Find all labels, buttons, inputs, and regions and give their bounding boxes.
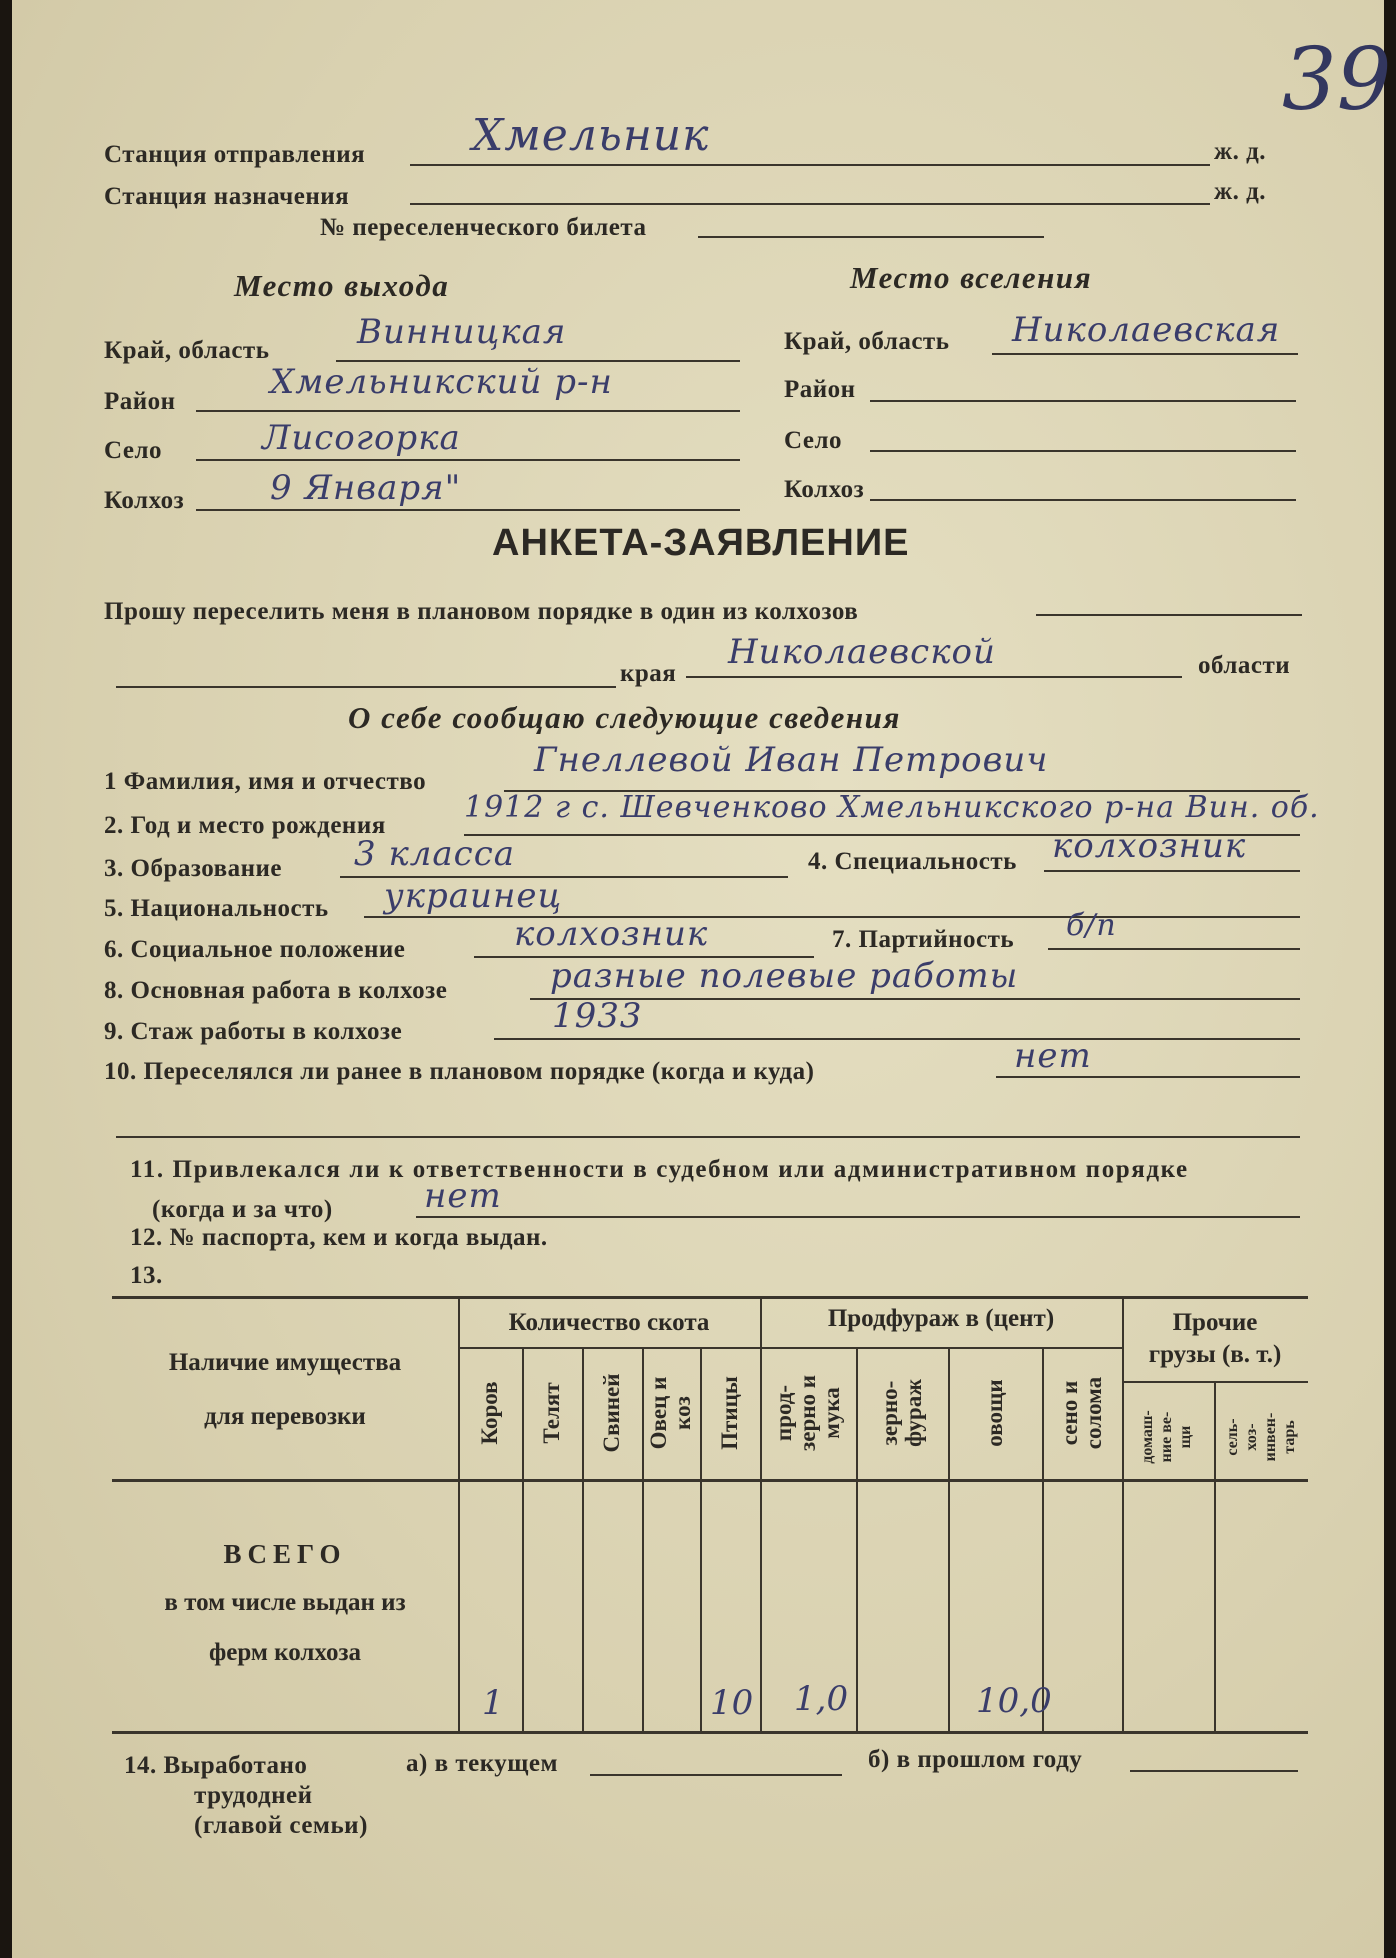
field-4-value: колхозник xyxy=(1052,826,1247,866)
col-agri-3: инвен- xyxy=(1262,1412,1279,1462)
field-9-line xyxy=(494,1038,1300,1040)
item14-label-3: (главой семьи) xyxy=(194,1812,368,1839)
last-year-line xyxy=(1130,1770,1298,1772)
table-col-divider xyxy=(458,1299,460,1731)
field-10-label: 10. Переселялся ли ранее в плановом порядке (когда и куда) xyxy=(104,1058,815,1085)
oblast-value: Николаевской xyxy=(728,632,996,672)
field-11-line xyxy=(416,1216,1300,1218)
field-5-value: украинец xyxy=(384,876,563,916)
col-sheep-2: коз xyxy=(670,1396,695,1430)
col-cows: Коров xyxy=(477,1381,502,1445)
kray-label: края xyxy=(620,660,677,687)
request-line-1 xyxy=(1036,614,1302,616)
table-col-divider xyxy=(582,1347,584,1731)
field-9-label: 9. Стаж работы в колхозе xyxy=(104,1018,403,1045)
col-agri-2: хоз- xyxy=(1243,1423,1260,1451)
item14-label-1: 14. Выработано xyxy=(124,1752,308,1779)
col-grain-2: зерно и xyxy=(795,1375,820,1451)
field-3-label: 3. Образование xyxy=(104,855,283,882)
col-veg: овощи xyxy=(982,1379,1007,1447)
destination-title: Место вселения xyxy=(850,260,1093,295)
table-left-header-1: Наличие имущества xyxy=(168,1349,402,1376)
field-12-label: 12. № паспорта, кем и когда выдан. xyxy=(130,1224,548,1251)
value-grain: 1,0 xyxy=(794,1679,849,1719)
dest-region-line xyxy=(992,353,1298,355)
col-forage xyxy=(878,1353,926,1473)
field-8-value: разные полевые работы xyxy=(550,956,1019,996)
table-col-divider xyxy=(1042,1347,1044,1731)
origin-village-line xyxy=(196,459,740,461)
field-11-label: 11. Привлекался ли к ответственности в судебном или административном порядке xyxy=(130,1156,1189,1183)
col-hay-2: солома xyxy=(1081,1376,1106,1450)
origin-region-value: Винницкая xyxy=(357,312,567,352)
incl-label-1: в том числе выдан из xyxy=(164,1589,406,1616)
field-2-label: 2. Год и место рождения xyxy=(104,812,386,839)
field-8-line xyxy=(530,998,1300,1000)
origin-region-label: Край, область xyxy=(104,337,270,364)
field-9-value: 1933 xyxy=(552,996,643,1036)
departure-station-line xyxy=(410,164,1210,166)
origin-village-value: Лисогорка xyxy=(262,418,461,458)
table-subheader-line xyxy=(458,1347,760,1349)
field-6-label: 6. Социальное положение xyxy=(104,936,406,963)
origin-kolkhoz-value: 9 Января" xyxy=(270,468,462,508)
current-year-line xyxy=(590,1774,842,1776)
field-3-value: 3 класса xyxy=(354,834,516,874)
table-col-divider xyxy=(700,1347,702,1731)
col-sheep xyxy=(647,1353,695,1473)
table-col-divider xyxy=(760,1299,762,1731)
field-4-label: 4. Специальность xyxy=(808,848,1017,875)
origin-title: Место выхода xyxy=(234,268,450,303)
field-11-label-2: (когда и за что) xyxy=(152,1196,333,1223)
field-11-value: нет xyxy=(424,1176,502,1216)
info-heading: О себе сообщаю следующие сведения xyxy=(348,700,901,735)
dest-district-line xyxy=(870,400,1296,402)
table-header-bottom xyxy=(112,1479,1308,1482)
table-subheader-line xyxy=(1122,1381,1308,1383)
last-year-label: б) в прошлом году xyxy=(868,1746,1083,1773)
value-veg: 10,0 xyxy=(976,1681,1052,1721)
group-other-1: Прочие xyxy=(1172,1309,1258,1336)
col-calves: Телят xyxy=(539,1382,564,1444)
col-pigs: Свиней xyxy=(599,1373,624,1453)
origin-kolkhoz-line xyxy=(196,509,740,511)
table-col-divider xyxy=(948,1347,950,1731)
col-birds: Птицы xyxy=(717,1376,742,1450)
value-cows: 1 xyxy=(482,1683,504,1723)
col-forage-1: зерно- xyxy=(877,1380,902,1446)
field-7-line xyxy=(1048,948,1300,950)
col-grain-3: мука xyxy=(819,1387,844,1439)
group-livestock: Количество скота xyxy=(508,1309,710,1336)
col-hay xyxy=(1058,1353,1106,1473)
oblast-label: области xyxy=(1198,652,1291,679)
col-sheep-1: Овец и xyxy=(646,1376,671,1450)
group-fodder: Продфураж в (цент) xyxy=(827,1305,1055,1332)
group-other-2: грузы (в. т.) xyxy=(1148,1341,1282,1368)
field-6-value: колхозник xyxy=(514,914,709,954)
rail-suffix-2: ж. д. xyxy=(1214,178,1267,205)
dest-region-label: Край, область xyxy=(784,328,950,355)
dest-region-value: Николаевская xyxy=(1012,310,1281,350)
col-agri xyxy=(1223,1397,1299,1477)
ticket-line xyxy=(698,236,1044,238)
table-col-divider xyxy=(1214,1381,1216,1731)
incl-label-2: ферм колхоза xyxy=(208,1639,362,1666)
dest-village-line xyxy=(870,450,1296,452)
current-year-label: а) в текущем xyxy=(406,1750,558,1777)
request-line-kray xyxy=(116,686,616,688)
col-hay-1: сено и xyxy=(1057,1380,1082,1446)
field-1-label: 1 Фамилия, имя и отчество xyxy=(104,768,427,795)
origin-village-label: Село xyxy=(104,437,162,464)
field-10-line xyxy=(996,1076,1300,1078)
field-5-line xyxy=(364,916,1300,918)
col-agri-1: сель- xyxy=(1224,1418,1241,1456)
field-2-value: 1912 г с. Шевченково Хмельникского р-на Вин. об. xyxy=(464,790,1320,825)
departure-station-value: Хмельник xyxy=(472,110,710,161)
page-number: 39 xyxy=(1282,30,1392,130)
col-grain-1: прод- xyxy=(771,1384,796,1442)
table-col-divider xyxy=(642,1347,644,1731)
field-4-line xyxy=(1044,870,1300,872)
destination-station-label: Станция назначения xyxy=(104,183,350,210)
origin-kolkhoz-label: Колхоз xyxy=(104,487,185,514)
field-5-label: 5. Национальность xyxy=(104,895,329,922)
origin-district-value: Хмельникский р-н xyxy=(270,362,613,402)
form-sheet xyxy=(12,0,1392,1958)
table-col-divider xyxy=(522,1347,524,1731)
departure-station-label: Станция отправления xyxy=(104,141,366,168)
form-title: АНКЕТА-ЗАЯВЛЕНИЕ xyxy=(492,522,910,564)
col-agri-4: тарь xyxy=(1281,1420,1298,1454)
rail-suffix-1: ж. д. xyxy=(1214,138,1267,165)
table-col-divider xyxy=(856,1347,858,1731)
field-10-line-2 xyxy=(116,1136,1300,1138)
col-home-3: щи xyxy=(1177,1425,1194,1449)
col-home xyxy=(1138,1397,1198,1477)
ticket-label: № переселенческого билета xyxy=(320,214,647,241)
table-left-header-2: для перевозки xyxy=(204,1403,366,1430)
dest-kolkhoz-line xyxy=(870,499,1296,501)
field-10-value: нет xyxy=(1014,1036,1092,1076)
table-subheader-line xyxy=(760,1347,1122,1349)
request-text: Прошу переселить меня в плановом порядке в один из колхозов xyxy=(104,598,859,625)
item14-label-2: трудодней xyxy=(194,1782,313,1809)
field-13-label: 13. xyxy=(130,1262,163,1289)
col-home-1: домаш- xyxy=(1139,1410,1156,1464)
origin-district-line xyxy=(196,410,740,412)
col-grain xyxy=(772,1353,844,1473)
field-7-value: б/п xyxy=(1066,908,1117,943)
col-forage-2: фураж xyxy=(901,1379,926,1447)
request-line-oblast xyxy=(686,676,1182,678)
origin-district-label: Район xyxy=(104,388,176,415)
dest-district-label: Район xyxy=(784,376,856,403)
destination-station-line xyxy=(410,203,1210,205)
col-home-2: ние ве- xyxy=(1158,1411,1175,1463)
dest-kolkhoz-label: Колхоз xyxy=(784,476,865,503)
field-8-label: 8. Основная работа в колхозе xyxy=(104,977,448,1004)
total-label: ВСЕГО xyxy=(223,1539,347,1569)
property-table xyxy=(112,1296,1308,1734)
value-birds: 10 xyxy=(710,1683,754,1723)
field-7-label: 7. Партийность xyxy=(832,926,1015,953)
dest-village-label: Село xyxy=(784,427,842,454)
field-1-value: Гнеллевой Иван Петрович xyxy=(534,740,1049,780)
